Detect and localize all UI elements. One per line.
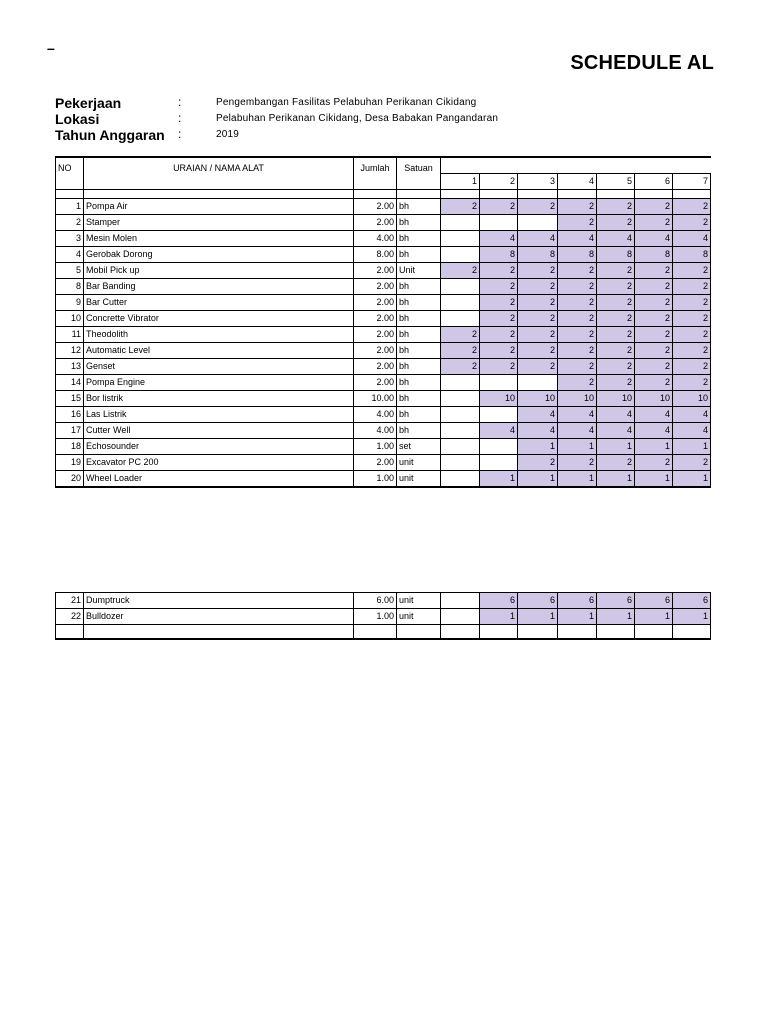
row-number: 19: [56, 455, 84, 471]
period-cell-1: 2: [441, 327, 480, 343]
header-period-band: [441, 157, 711, 174]
header-row: [56, 157, 711, 174]
period-cell-2: 4: [480, 231, 518, 247]
period-cell-4: 2: [558, 375, 597, 391]
period-cell-2: 6: [480, 593, 518, 609]
page-title: SCHEDULE AL: [570, 52, 714, 74]
row-quantity: 2.00: [354, 199, 397, 215]
meta-colon: :: [178, 95, 182, 109]
row-unit: bh: [397, 343, 441, 359]
header-no: NO: [56, 157, 84, 190]
period-cell-4: 4: [558, 423, 597, 439]
period-cell-3: 2: [518, 279, 558, 295]
period-cell-4: 1: [558, 439, 597, 455]
row-number: 21: [56, 593, 84, 609]
period-cell-4: 10: [558, 391, 597, 407]
period-cell-3: 1: [518, 439, 558, 455]
row-unit: bh: [397, 295, 441, 311]
period-cell-7: 4: [673, 231, 711, 247]
period-cell-1: 2: [441, 359, 480, 375]
period-cell-5: 6: [597, 593, 635, 609]
period-cell-3: 8: [518, 247, 558, 263]
period-cell-6: 8: [635, 247, 673, 263]
table-row: [56, 439, 711, 455]
row-number: 18: [56, 439, 84, 455]
period-cell-3: 4: [518, 231, 558, 247]
period-cell-2: 2: [480, 263, 518, 279]
row-number: 5: [56, 263, 84, 279]
period-cell-3: 2: [518, 295, 558, 311]
period-cell-6: 10: [635, 391, 673, 407]
period-cell-1: [441, 231, 480, 247]
period-cell-1: [441, 593, 480, 609]
empty-cell: [673, 190, 711, 199]
period-cell-6: 4: [635, 231, 673, 247]
empty-cell: [480, 190, 518, 199]
row-unit: set: [397, 439, 441, 455]
row-quantity: 2.00: [354, 311, 397, 327]
empty-cell: [558, 625, 597, 640]
period-cell-6: 1: [635, 439, 673, 455]
equipment-name: Cutter Well: [84, 423, 354, 439]
row-unit: unit: [397, 455, 441, 471]
table-row: [56, 279, 711, 295]
period-cell-4: 2: [558, 359, 597, 375]
table-row: [56, 593, 711, 609]
equipment-name: Bulldozer: [84, 609, 354, 625]
empty-cell: [354, 625, 397, 640]
empty-cell: [635, 190, 673, 199]
period-cell-5: 4: [597, 231, 635, 247]
period-cell-6: 2: [635, 375, 673, 391]
row-number: 10: [56, 311, 84, 327]
empty-cell: [635, 625, 673, 640]
period-cell-7: 2: [673, 199, 711, 215]
period-cell-7: 6: [673, 593, 711, 609]
row-unit: Unit: [397, 263, 441, 279]
row-unit: bh: [397, 199, 441, 215]
equipment-name: Stamper: [84, 215, 354, 231]
schedule-table: [55, 156, 711, 488]
period-cell-7: 8: [673, 247, 711, 263]
equipment-name: Echosounder: [84, 439, 354, 455]
row-number: 16: [56, 407, 84, 423]
empty-cell: [397, 625, 441, 640]
row-number: 8: [56, 279, 84, 295]
equipment-name: Automatic Level: [84, 343, 354, 359]
row-number: 13: [56, 359, 84, 375]
period-cell-5: 2: [597, 295, 635, 311]
period-cell-2: 2: [480, 295, 518, 311]
table-row: [56, 247, 711, 263]
header-uraian: URAIAN / NAMA ALAT: [84, 157, 354, 190]
empty-cell: [518, 625, 558, 640]
equipment-name: Wheel Loader: [84, 471, 354, 488]
blank-row: [56, 625, 711, 640]
table-row: [56, 199, 711, 215]
empty-cell: [558, 190, 597, 199]
period-cell-7: 2: [673, 455, 711, 471]
period-cell-7: 4: [673, 423, 711, 439]
empty-cell: [518, 190, 558, 199]
period-cell-1: [441, 471, 480, 488]
period-cell-4: 2: [558, 215, 597, 231]
period-cell-1: [441, 455, 480, 471]
period-cell-7: 1: [673, 439, 711, 455]
period-cell-6: 2: [635, 295, 673, 311]
table-row: [56, 407, 711, 423]
period-cell-1: [441, 423, 480, 439]
period-cell-6: 2: [635, 199, 673, 215]
row-quantity: 2.00: [354, 279, 397, 295]
row-number: 12: [56, 343, 84, 359]
row-quantity: 2.00: [354, 295, 397, 311]
table-row: [56, 343, 711, 359]
period-header-7: 7: [673, 174, 711, 190]
period-cell-7: 2: [673, 327, 711, 343]
period-cell-1: [441, 407, 480, 423]
period-cell-1: [441, 215, 480, 231]
period-header-6: 6: [635, 174, 673, 190]
period-cell-6: 1: [635, 609, 673, 625]
period-cell-6: 2: [635, 215, 673, 231]
period-cell-1: [441, 247, 480, 263]
meta-label: Pekerjaan: [55, 95, 122, 111]
meta-label: Tahun Anggaran: [55, 127, 165, 143]
period-cell-7: 2: [673, 375, 711, 391]
period-cell-5: 2: [597, 327, 635, 343]
period-header-1: 1: [441, 174, 480, 190]
period-cell-1: [441, 375, 480, 391]
table-row: [56, 423, 711, 439]
period-cell-1: [441, 295, 480, 311]
meta-colon: :: [178, 111, 182, 125]
period-cell-5: 2: [597, 215, 635, 231]
period-cell-3: 2: [518, 263, 558, 279]
period-cell-1: 2: [441, 263, 480, 279]
row-number: 9: [56, 295, 84, 311]
period-cell-4: 4: [558, 407, 597, 423]
period-cell-7: 2: [673, 359, 711, 375]
period-cell-2: [480, 439, 518, 455]
table-row: [56, 391, 711, 407]
row-number: 14: [56, 375, 84, 391]
table-row: [56, 311, 711, 327]
table-row: [56, 231, 711, 247]
period-cell-4: 4: [558, 231, 597, 247]
period-cell-4: 2: [558, 279, 597, 295]
row-number: 2: [56, 215, 84, 231]
period-cell-5: 10: [597, 391, 635, 407]
row-quantity: 4.00: [354, 231, 397, 247]
period-header-2: 2: [480, 174, 518, 190]
row-quantity: 2.00: [354, 327, 397, 343]
period-cell-7: 2: [673, 295, 711, 311]
schedule-table-continued: [55, 592, 711, 640]
empty-cell: [84, 190, 354, 199]
period-cell-3: 2: [518, 311, 558, 327]
meta-colon: :: [178, 127, 182, 141]
period-cell-5: 2: [597, 311, 635, 327]
period-cell-4: 1: [558, 471, 597, 488]
period-cell-4: 8: [558, 247, 597, 263]
period-cell-4: 2: [558, 455, 597, 471]
row-unit: bh: [397, 407, 441, 423]
period-cell-2: [480, 455, 518, 471]
period-cell-5: 2: [597, 263, 635, 279]
empty-cell: [397, 190, 441, 199]
period-cell-4: 2: [558, 327, 597, 343]
period-cell-1: [441, 439, 480, 455]
period-cell-7: 2: [673, 279, 711, 295]
period-cell-7: 1: [673, 609, 711, 625]
spacer-row: [56, 190, 711, 199]
meta-label: Lokasi: [55, 111, 100, 127]
period-cell-4: 2: [558, 343, 597, 359]
empty-cell: [441, 190, 480, 199]
equipment-name: Mobil Pick up: [84, 263, 354, 279]
period-cell-2: [480, 215, 518, 231]
period-header-5: 5: [597, 174, 635, 190]
empty-cell: [597, 625, 635, 640]
period-cell-6: 4: [635, 423, 673, 439]
period-cell-2: 1: [480, 609, 518, 625]
meta-value: Pengembangan Fasilitas Pelabuhan Perikanan Cikidang: [216, 97, 477, 108]
period-cell-1: 2: [441, 343, 480, 359]
row-quantity: 1.00: [354, 439, 397, 455]
table-row: [56, 375, 711, 391]
equipment-name: Pompa Air: [84, 199, 354, 215]
row-quantity: 1.00: [354, 609, 397, 625]
row-unit: unit: [397, 609, 441, 625]
period-cell-6: 2: [635, 263, 673, 279]
row-quantity: 2.00: [354, 263, 397, 279]
table-row: [56, 471, 711, 488]
row-quantity: 6.00: [354, 593, 397, 609]
row-quantity: 2.00: [354, 375, 397, 391]
empty-cell: [56, 625, 84, 640]
equipment-name: Bor listrik: [84, 391, 354, 407]
period-cell-1: [441, 279, 480, 295]
period-header-3: 3: [518, 174, 558, 190]
period-cell-6: 4: [635, 407, 673, 423]
row-quantity: 2.00: [354, 359, 397, 375]
header-satuan: Satuan: [397, 157, 441, 190]
row-unit: bh: [397, 359, 441, 375]
row-unit: bh: [397, 327, 441, 343]
row-quantity: 2.00: [354, 343, 397, 359]
period-cell-3: 2: [518, 359, 558, 375]
equipment-name: Bar Banding: [84, 279, 354, 295]
period-cell-5: 1: [597, 439, 635, 455]
period-cell-1: [441, 311, 480, 327]
period-cell-7: 2: [673, 215, 711, 231]
period-cell-5: 2: [597, 199, 635, 215]
period-header-4: 4: [558, 174, 597, 190]
equipment-name: Excavator PC 200: [84, 455, 354, 471]
meta-value: 2019: [216, 129, 240, 140]
row-unit: unit: [397, 593, 441, 609]
period-cell-5: 2: [597, 375, 635, 391]
period-cell-4: 6: [558, 593, 597, 609]
empty-cell: [480, 625, 518, 640]
empty-cell: [354, 190, 397, 199]
period-cell-4: 2: [558, 263, 597, 279]
period-cell-6: 2: [635, 343, 673, 359]
period-cell-2: 2: [480, 343, 518, 359]
period-cell-5: 2: [597, 359, 635, 375]
meta-tahun-anggaran: [55, 127, 655, 145]
period-cell-6: 2: [635, 311, 673, 327]
period-cell-3: 10: [518, 391, 558, 407]
period-cell-2: 2: [480, 359, 518, 375]
equipment-name: Dumptruck: [84, 593, 354, 609]
row-quantity: 2.00: [354, 215, 397, 231]
period-cell-1: [441, 609, 480, 625]
period-cell-2: 2: [480, 199, 518, 215]
period-cell-5: 4: [597, 423, 635, 439]
period-cell-1: 2: [441, 199, 480, 215]
row-unit: bh: [397, 215, 441, 231]
row-number: 15: [56, 391, 84, 407]
empty-cell: [84, 625, 354, 640]
equipment-name: Theodolith: [84, 327, 354, 343]
period-cell-3: 4: [518, 423, 558, 439]
period-cell-7: 10: [673, 391, 711, 407]
row-unit: bh: [397, 391, 441, 407]
period-cell-5: 8: [597, 247, 635, 263]
period-cell-2: [480, 375, 518, 391]
period-cell-3: 2: [518, 199, 558, 215]
period-cell-6: 2: [635, 359, 673, 375]
equipment-name: Concrette Vibrator: [84, 311, 354, 327]
period-cell-2: 4: [480, 423, 518, 439]
empty-cell: [597, 190, 635, 199]
empty-cell: [673, 625, 711, 640]
row-unit: bh: [397, 311, 441, 327]
row-unit: unit: [397, 471, 441, 488]
period-cell-2: 8: [480, 247, 518, 263]
period-cell-6: 2: [635, 279, 673, 295]
period-cell-4: 2: [558, 295, 597, 311]
row-quantity: 2.00: [354, 455, 397, 471]
header-jumlah: Jumlah: [354, 157, 397, 190]
period-cell-3: 1: [518, 471, 558, 488]
header-dash: –: [47, 40, 55, 56]
period-cell-3: 2: [518, 455, 558, 471]
table-row: [56, 359, 711, 375]
period-cell-3: [518, 375, 558, 391]
period-cell-2: 2: [480, 311, 518, 327]
period-cell-6: 2: [635, 327, 673, 343]
period-cell-2: 2: [480, 279, 518, 295]
row-quantity: 4.00: [354, 407, 397, 423]
period-cell-4: 1: [558, 609, 597, 625]
period-cell-2: 1: [480, 471, 518, 488]
period-cell-7: 2: [673, 343, 711, 359]
row-number: 20: [56, 471, 84, 488]
period-cell-1: [441, 391, 480, 407]
row-number: 11: [56, 327, 84, 343]
period-cell-2: 10: [480, 391, 518, 407]
table-row: [56, 609, 711, 625]
period-cell-4: 2: [558, 311, 597, 327]
table-row: [56, 263, 711, 279]
empty-cell: [56, 190, 84, 199]
period-cell-7: 4: [673, 407, 711, 423]
row-quantity: 10.00: [354, 391, 397, 407]
equipment-name: Genset: [84, 359, 354, 375]
period-cell-5: 2: [597, 455, 635, 471]
period-cell-5: 4: [597, 407, 635, 423]
equipment-name: Bar Cutter: [84, 295, 354, 311]
period-cell-3: 1: [518, 609, 558, 625]
period-cell-2: 2: [480, 327, 518, 343]
period-cell-3: 2: [518, 343, 558, 359]
row-quantity: 1.00: [354, 471, 397, 488]
period-cell-5: 1: [597, 609, 635, 625]
period-cell-7: 1: [673, 471, 711, 488]
period-cell-4: 2: [558, 199, 597, 215]
table-row: [56, 327, 711, 343]
period-cell-6: 6: [635, 593, 673, 609]
row-quantity: 4.00: [354, 423, 397, 439]
period-cell-5: 1: [597, 471, 635, 488]
period-cell-5: 2: [597, 279, 635, 295]
period-cell-6: 1: [635, 471, 673, 488]
row-number: 17: [56, 423, 84, 439]
table-row: [56, 455, 711, 471]
period-cell-3: 4: [518, 407, 558, 423]
row-unit: bh: [397, 279, 441, 295]
row-number: 22: [56, 609, 84, 625]
row-number: 3: [56, 231, 84, 247]
table-row: [56, 215, 711, 231]
empty-cell: [441, 625, 480, 640]
equipment-name: Pompa Engine: [84, 375, 354, 391]
row-unit: bh: [397, 231, 441, 247]
period-cell-7: 2: [673, 263, 711, 279]
row-unit: bh: [397, 247, 441, 263]
equipment-name: Mesin Molen: [84, 231, 354, 247]
row-unit: bh: [397, 423, 441, 439]
row-quantity: 8.00: [354, 247, 397, 263]
equipment-name: Gerobak Dorong: [84, 247, 354, 263]
period-cell-7: 2: [673, 311, 711, 327]
equipment-name: Las Listrik: [84, 407, 354, 423]
period-cell-2: [480, 407, 518, 423]
period-cell-5: 2: [597, 343, 635, 359]
period-cell-3: [518, 215, 558, 231]
period-cell-3: 2: [518, 327, 558, 343]
meta-value: Pelabuhan Perikanan Cikidang, Desa Babakan Pangandaran: [216, 113, 499, 124]
table-row: [56, 295, 711, 311]
row-unit: bh: [397, 375, 441, 391]
period-cell-3: 6: [518, 593, 558, 609]
period-cell-6: 2: [635, 455, 673, 471]
row-number: 1: [56, 199, 84, 215]
row-number: 4: [56, 247, 84, 263]
